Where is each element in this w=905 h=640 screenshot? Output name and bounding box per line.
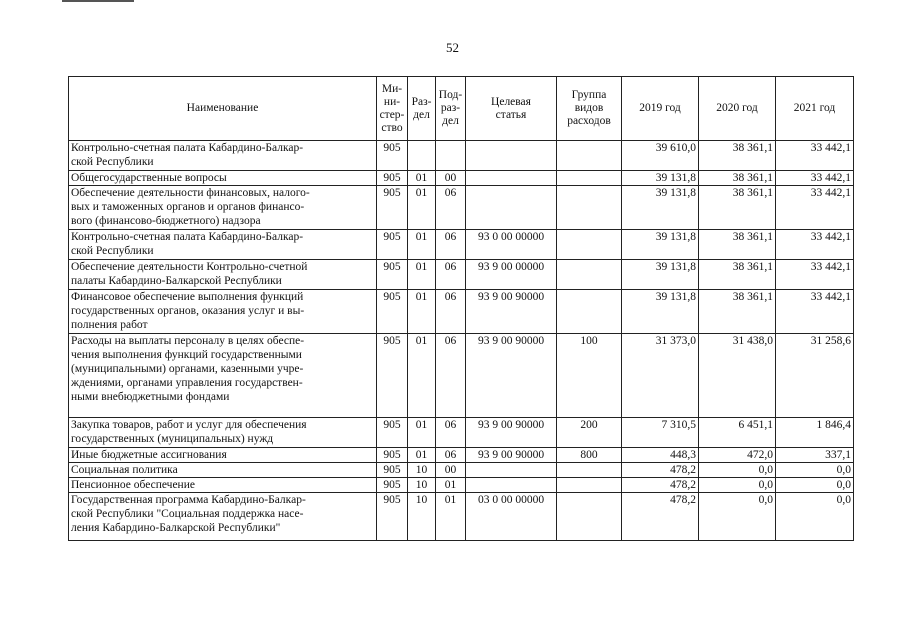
- cell-ministry: 905: [377, 334, 408, 418]
- cell-section: 01: [408, 171, 436, 186]
- header-subsection: Под- раз- дел: [436, 77, 466, 141]
- cell-2020: 0,0: [699, 463, 776, 478]
- header-expense-group: Группа видов расходов: [557, 77, 622, 141]
- cell-2019: 448,3: [622, 448, 699, 463]
- cell-subsection: 00: [436, 463, 466, 478]
- cell-2020: 6 451,1: [699, 418, 776, 448]
- cell-target-article: [466, 478, 557, 493]
- cell-2019: 39 131,8: [622, 260, 699, 290]
- cell-name: Расходы на выплаты персоналу в целях обеспе- чения выполнения функций государственными (муниципальными) органами, казенными учре- ждениями, органами управления государствен- ными внебюджетными фондами: [69, 334, 377, 418]
- header-2021: 2021 год: [776, 77, 854, 141]
- cell-subsection: 01: [436, 493, 466, 541]
- cell-ministry: 905: [377, 260, 408, 290]
- cell-ministry: 905: [377, 463, 408, 478]
- cell-2020: 38 361,1: [699, 230, 776, 260]
- cell-2019: 39 131,8: [622, 186, 699, 230]
- cell-target-article: 03 0 00 00000: [466, 493, 557, 541]
- cell-expense-group: 200: [557, 418, 622, 448]
- header-ministry: Ми- ни- стер- ство: [377, 77, 408, 141]
- cell-subsection: 06: [436, 418, 466, 448]
- table-header-row: [69, 77, 854, 141]
- header-target-article: Целевая статья: [466, 77, 557, 141]
- cell-section: [408, 141, 436, 171]
- cell-target-article: [466, 463, 557, 478]
- cell-section: 01: [408, 260, 436, 290]
- table-row: [69, 260, 854, 290]
- cell-2021: 31 258,6: [776, 334, 854, 418]
- cell-expense-group: [557, 141, 622, 171]
- cell-subsection: 06: [436, 230, 466, 260]
- table-row: [69, 171, 854, 186]
- cell-section: 10: [408, 463, 436, 478]
- cell-2019: 39 131,8: [622, 290, 699, 334]
- cell-name: Пенсионное обеспечение: [69, 478, 377, 493]
- cell-2020: 472,0: [699, 448, 776, 463]
- cell-2020: 38 361,1: [699, 171, 776, 186]
- table-body: [69, 141, 854, 541]
- cell-section: 01: [408, 186, 436, 230]
- cell-name: Государственная программа Кабардино-Балкар- ской Республики "Социальная поддержка насе- ления Кабардино-Балкарской Республики": [69, 493, 377, 541]
- cell-name: Общегосударственные вопросы: [69, 171, 377, 186]
- cell-2021: 1 846,4: [776, 418, 854, 448]
- cell-2019: 31 373,0: [622, 334, 699, 418]
- cell-2019: 39 610,0: [622, 141, 699, 171]
- cell-target-article: 93 9 00 90000: [466, 448, 557, 463]
- cell-ministry: 905: [377, 493, 408, 541]
- cell-target-article: 93 9 00 90000: [466, 290, 557, 334]
- cell-2021: 33 442,1: [776, 141, 854, 171]
- cell-section: 01: [408, 230, 436, 260]
- cell-ministry: 905: [377, 141, 408, 171]
- table-row: [69, 478, 854, 493]
- cell-name: Обеспечение деятельности Контрольно-счетной палаты Кабардино-Балкарской Республики: [69, 260, 377, 290]
- cell-ministry: 905: [377, 230, 408, 260]
- cell-expense-group: 800: [557, 448, 622, 463]
- cell-section: 01: [408, 418, 436, 448]
- cell-name: Обеспечение деятельности финансовых, налого- вых и таможенных органов и органов финансо- вого (финансово-бюджетного) надзора: [69, 186, 377, 230]
- cell-section: 10: [408, 493, 436, 541]
- table-row: [69, 141, 854, 171]
- cell-section: 01: [408, 448, 436, 463]
- cell-2019: 478,2: [622, 478, 699, 493]
- cell-expense-group: [557, 463, 622, 478]
- cell-target-article: [466, 141, 557, 171]
- table-row: [69, 334, 854, 418]
- cell-target-article: 93 9 00 90000: [466, 334, 557, 418]
- cell-2021: 33 442,1: [776, 290, 854, 334]
- cell-name: Контрольно-счетная палата Кабардино-Балкар- ской Республики: [69, 141, 377, 171]
- cell-subsection: 01: [436, 478, 466, 493]
- cell-2021: 33 442,1: [776, 230, 854, 260]
- cell-target-article: [466, 171, 557, 186]
- cell-2019: 39 131,8: [622, 230, 699, 260]
- cell-expense-group: [557, 230, 622, 260]
- cell-2020: 38 361,1: [699, 141, 776, 171]
- cell-2021: 0,0: [776, 493, 854, 541]
- cell-expense-group: [557, 171, 622, 186]
- cell-target-article: 93 9 00 90000: [466, 418, 557, 448]
- cell-subsection: 00: [436, 171, 466, 186]
- table-row: [69, 290, 854, 334]
- header-2020: 2020 год: [699, 77, 776, 141]
- cell-2021: 337,1: [776, 448, 854, 463]
- table-row: [69, 418, 854, 448]
- cell-ministry: 905: [377, 418, 408, 448]
- cell-target-article: 93 9 00 00000: [466, 260, 557, 290]
- cell-2020: 38 361,1: [699, 260, 776, 290]
- cell-expense-group: 100: [557, 334, 622, 418]
- cell-2021: 33 442,1: [776, 171, 854, 186]
- table-row: [69, 186, 854, 230]
- cell-ministry: 905: [377, 171, 408, 186]
- cell-subsection: 06: [436, 290, 466, 334]
- cell-target-article: 93 0 00 00000: [466, 230, 557, 260]
- table-row: [69, 493, 854, 541]
- budget-table: [68, 76, 854, 541]
- cell-subsection: 06: [436, 334, 466, 418]
- cell-name: Социальная политика: [69, 463, 377, 478]
- cell-2019: 478,2: [622, 493, 699, 541]
- page-number: 52: [446, 40, 459, 55]
- cell-section: 01: [408, 290, 436, 334]
- scan-edge-mark: [62, 0, 134, 2]
- cell-name: Закупка товаров, работ и услуг для обеспечения государственных (муниципальных) нужд: [69, 418, 377, 448]
- header-2019: 2019 год: [622, 77, 699, 141]
- cell-expense-group: [557, 186, 622, 230]
- cell-2020: 0,0: [699, 493, 776, 541]
- cell-name: Иные бюджетные ассигнования: [69, 448, 377, 463]
- table-row: [69, 448, 854, 463]
- cell-ministry: 905: [377, 448, 408, 463]
- cell-2021: 33 442,1: [776, 260, 854, 290]
- table-row: [69, 230, 854, 260]
- cell-expense-group: [557, 478, 622, 493]
- cell-2021: 33 442,1: [776, 186, 854, 230]
- cell-2020: 38 361,1: [699, 290, 776, 334]
- header-name: Наименование: [69, 77, 377, 141]
- cell-2020: 0,0: [699, 478, 776, 493]
- cell-2020: 38 361,1: [699, 186, 776, 230]
- cell-name: Финансовое обеспечение выполнения функций государственных органов, оказания услуг и вы- полнения работ: [69, 290, 377, 334]
- cell-subsection: 06: [436, 260, 466, 290]
- cell-section: 01: [408, 334, 436, 418]
- cell-2021: 0,0: [776, 478, 854, 493]
- cell-2021: 0,0: [776, 463, 854, 478]
- cell-subsection: [436, 141, 466, 171]
- table-row: [69, 463, 854, 478]
- cell-subsection: 06: [436, 186, 466, 230]
- cell-name: Контрольно-счетная палата Кабардино-Балкар- ской Республики: [69, 230, 377, 260]
- cell-target-article: [466, 186, 557, 230]
- cell-2019: 478,2: [622, 463, 699, 478]
- cell-expense-group: [557, 290, 622, 334]
- cell-ministry: 905: [377, 290, 408, 334]
- cell-2019: 7 310,5: [622, 418, 699, 448]
- cell-ministry: 905: [377, 186, 408, 230]
- header-section: Раз- дел: [408, 77, 436, 141]
- cell-ministry: 905: [377, 478, 408, 493]
- cell-2019: 39 131,8: [622, 171, 699, 186]
- cell-expense-group: [557, 260, 622, 290]
- cell-expense-group: [557, 493, 622, 541]
- cell-2020: 31 438,0: [699, 334, 776, 418]
- cell-section: 10: [408, 478, 436, 493]
- cell-subsection: 06: [436, 448, 466, 463]
